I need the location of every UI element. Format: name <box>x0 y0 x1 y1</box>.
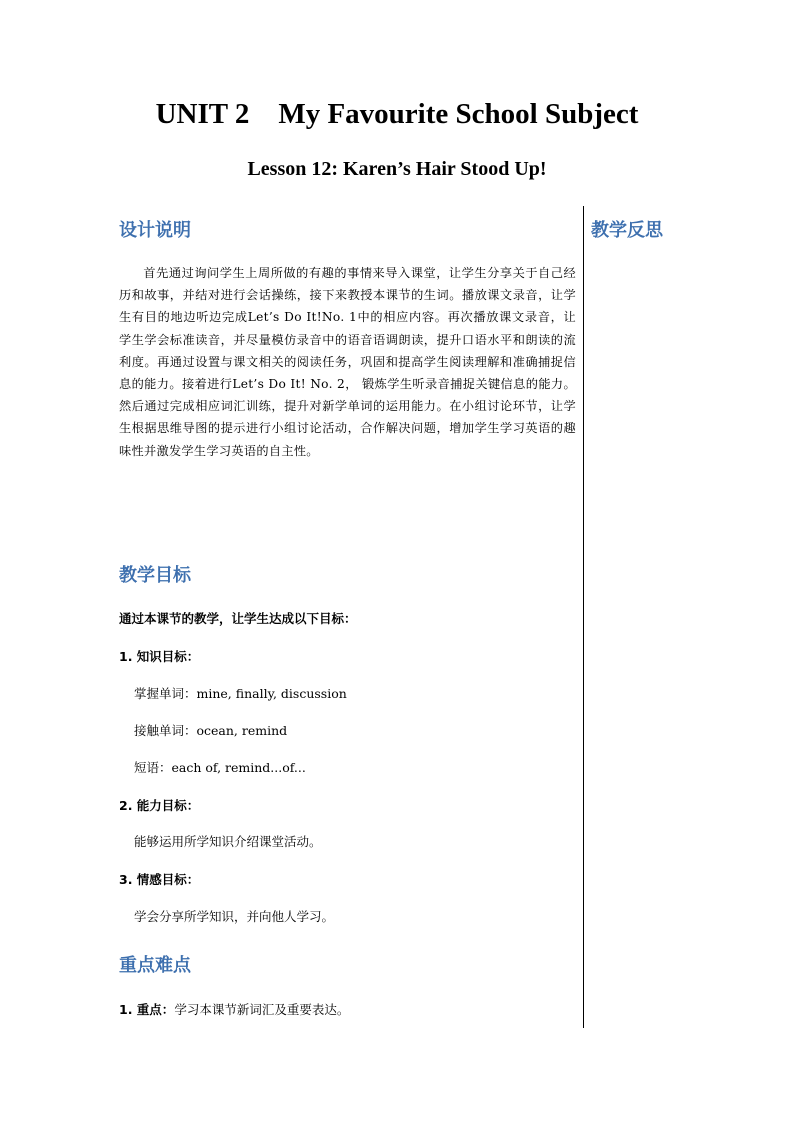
design-heading: 设计说明 <box>119 220 191 241</box>
lesson-subtitle: Lesson 12: Karen’s Hair Stood Up! <box>247 158 547 180</box>
phrases: 短语：each of, remind...of... <box>134 760 306 775</box>
key-points-heading: 重点难点 <box>119 955 191 976</box>
objectives-heading: 教学目标 <box>119 565 191 586</box>
emotion-objective-text: 学会分享所学知识，并向他人学习。 <box>134 909 335 924</box>
emotion-objective-title: 3. 情感目标： <box>119 872 200 887</box>
knowledge-objective-title: 1. 知识目标： <box>119 649 200 664</box>
column-divider <box>583 206 584 1028</box>
ability-objective-text: 能够运用所学知识介绍课堂活动。 <box>134 834 322 849</box>
contact-words: 接触单词：ocean, remind <box>134 723 288 738</box>
reflection-heading: 教学反思 <box>591 220 663 241</box>
master-words: 掌握单词：mine, finally, discussion <box>134 686 347 701</box>
key-point-item <box>119 1000 349 1018</box>
document-title: UNIT 2 My Favourite School Subject <box>155 98 639 130</box>
objectives-intro: 通过本课节的教学，让学生达成以下目标： <box>119 611 357 626</box>
key-point-label: 1. 重点： <box>119 1002 175 1017</box>
ability-objective-title: 2. 能力目标： <box>119 798 200 813</box>
design-paragraph: 首先通过询问学生上周所做的有趣的事情来导入课堂，让学生分享关于自己经历和故事，并结对进行会话操练，接下来教授本课节的生词。播放课文录音，让学生有目的地边听边完成Let’s Do It!No. 1中的相应内容。再次播放课文录音，让学生学会标准读音，并尽量模仿录音中的语音语调朗读，提升口语水平和朗读的流利度。再通过设置与课文相关的阅读任务，巩固和提高学生阅读理解和准确捕捉信息的能力。接着进行Let’s Do It! No. 2， 锻炼学生听录音捕捉关键信息的能力。然后通过完成相应词汇训练，提升对新学单词的运用能力。在小组讨论环节，让学生根据思维导图的提示进行小组讨论活动，合作解决问题，增加学生学习英语的趣味性并激发学生学习英语的自主性。 <box>119 266 576 458</box>
key-point-text: 学习本课节新词汇及重要表达。 <box>174 1002 350 1017</box>
